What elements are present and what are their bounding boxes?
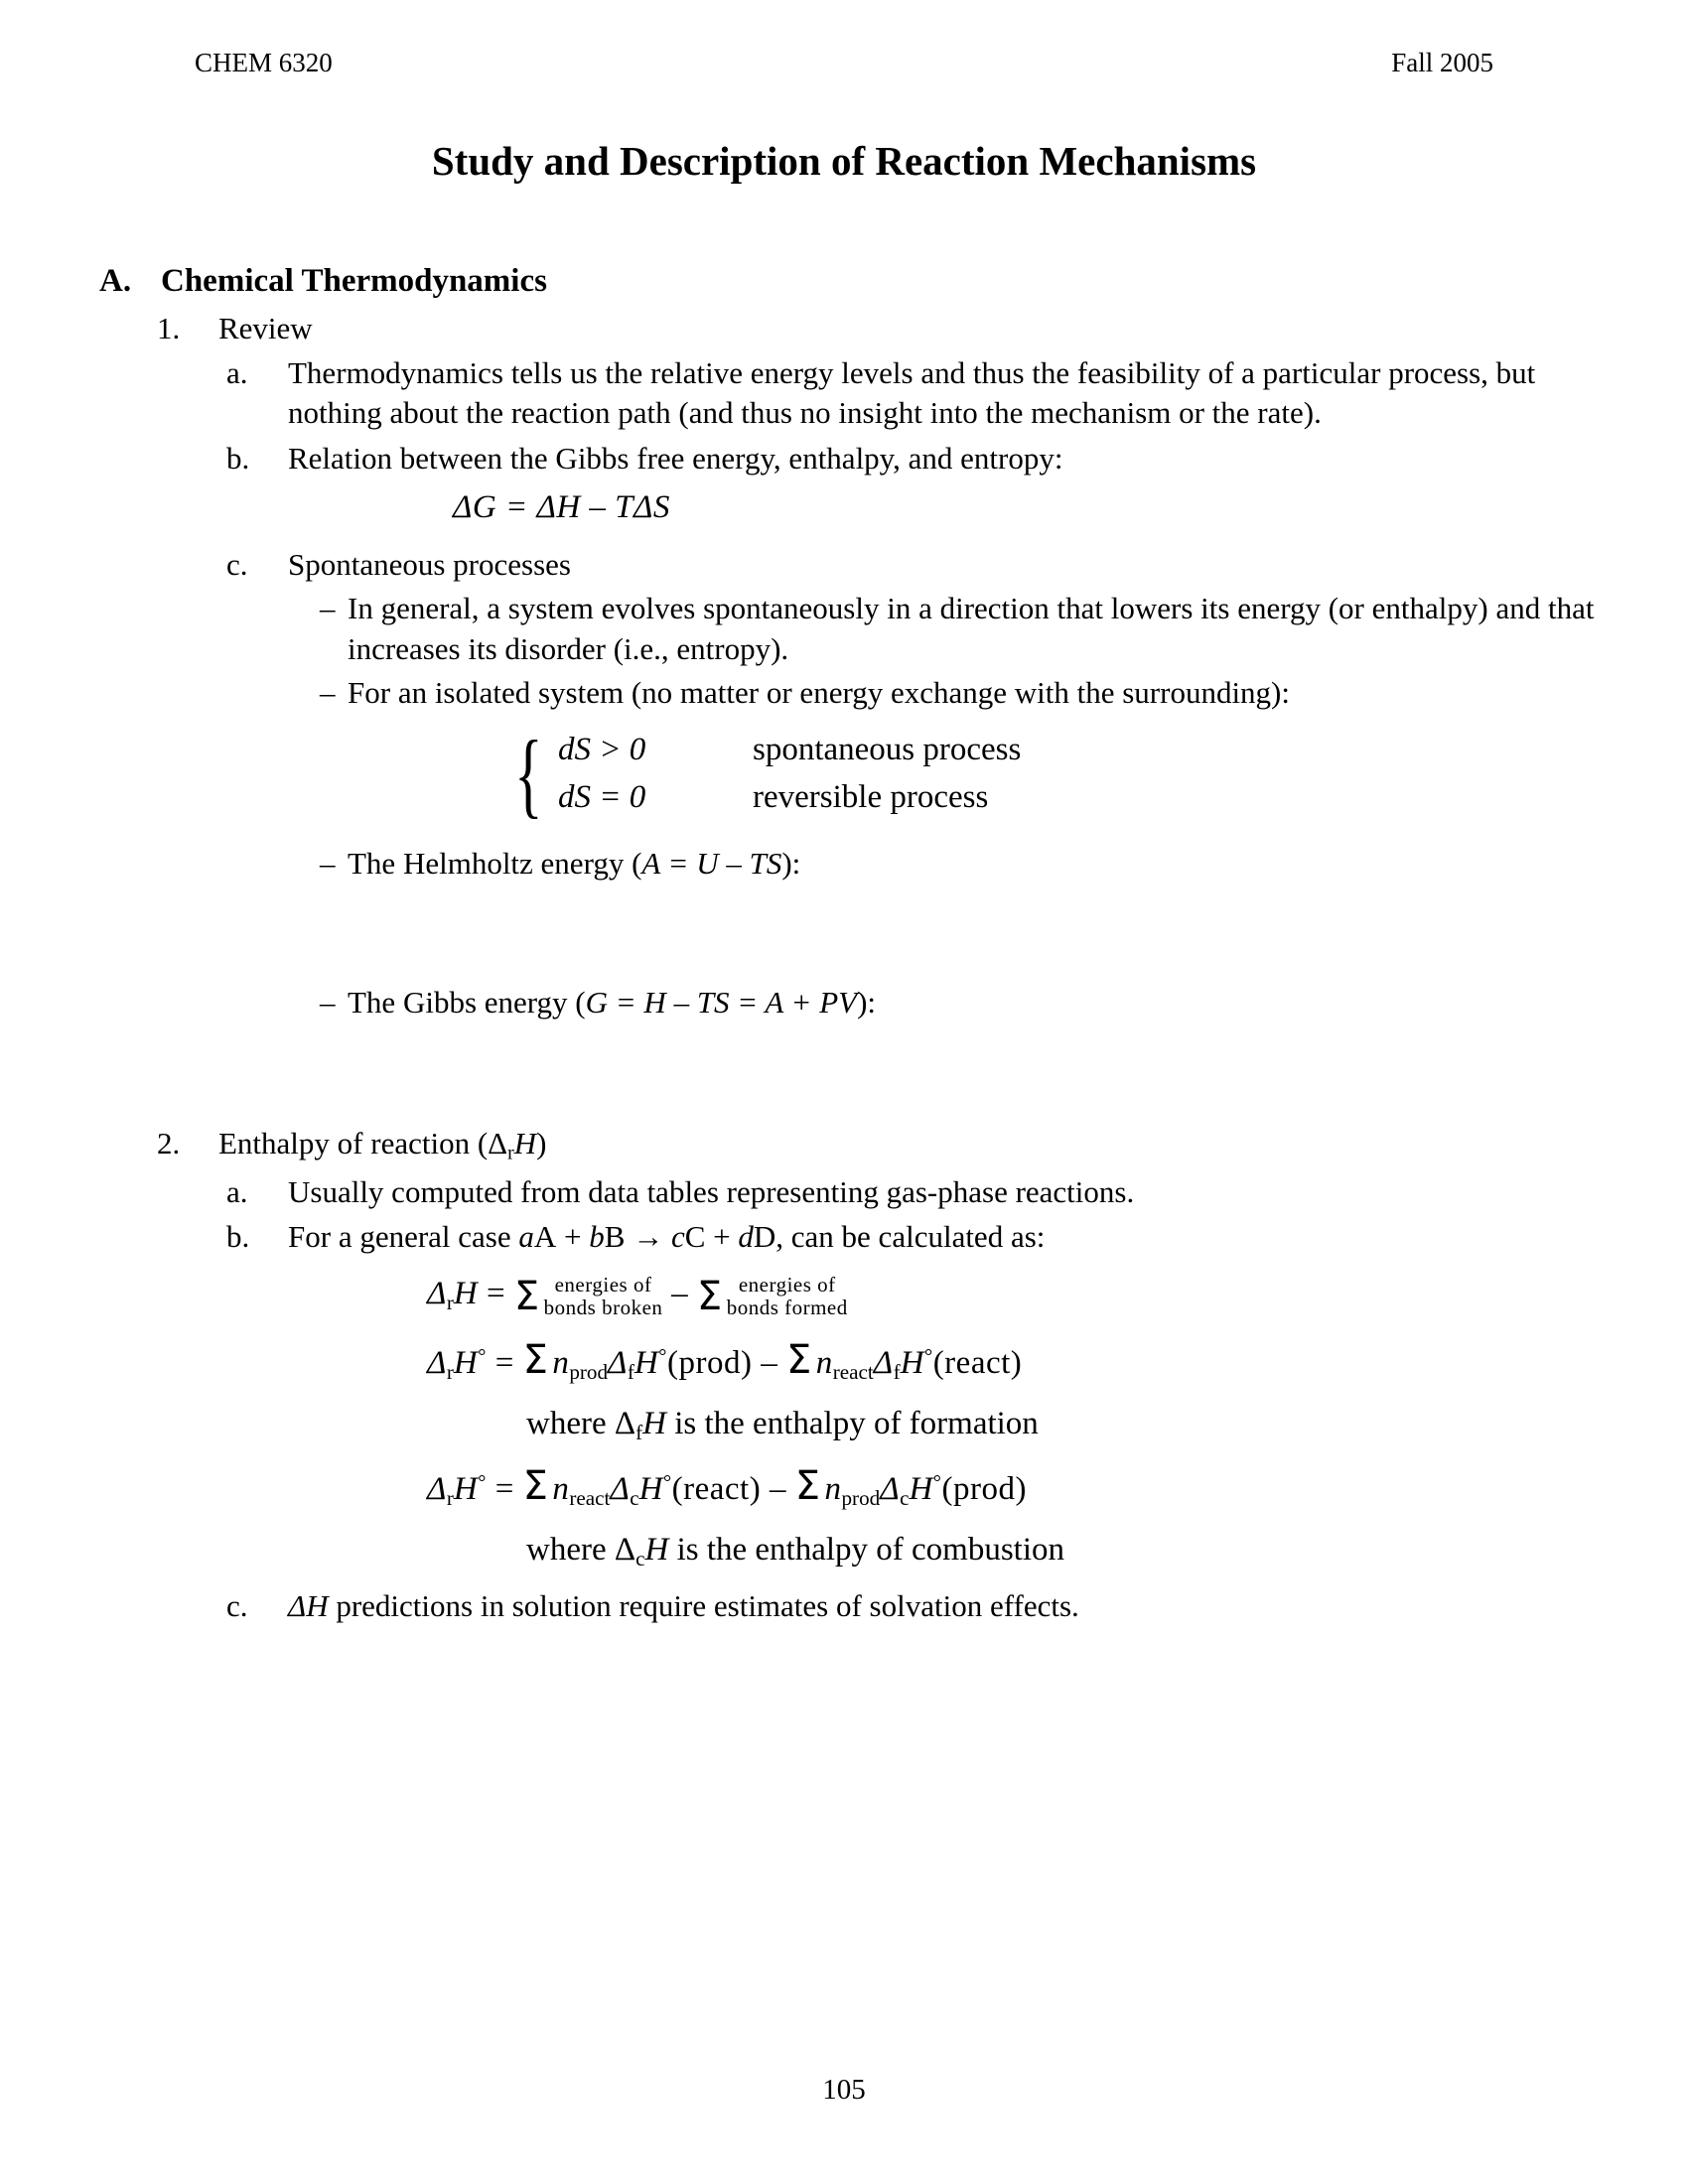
item-2b-prefix: For a general case: [288, 1219, 519, 1255]
where-formation-prefix: where: [526, 1405, 615, 1441]
section-a-heading: Chemical Thermodynamics: [161, 263, 547, 299]
item-1-marker: 1.: [157, 310, 181, 345]
page-header: [195, 50, 1493, 76]
gibbs-prefix: The Gibbs energy (: [348, 985, 586, 1021]
equation-enthalpy-formation: $\Delta_rH^\circ = \Sigma$ $n_{prod}\Delta_fH^\circ(prod)$ – Σ $n_{react}\Delta_fH^\circ(react)$: [427, 1337, 1023, 1385]
eq-delta-sub: r: [446, 1291, 454, 1315]
eq-delta: Δ: [427, 1276, 447, 1312]
sum-bonds-broken: [514, 1274, 663, 1318]
sum-bonds-formed-line1: energies of: [738, 1273, 836, 1297]
item-1: [157, 309, 1599, 348]
item-2a-marker: a.: [226, 1173, 248, 1209]
item-2-heading: [218, 1124, 1599, 1166]
item-1c: [226, 545, 1599, 585]
sigma-icon: Σ: [513, 1273, 540, 1319]
enthalpy-variable: H: [642, 1405, 666, 1441]
item-2c-body: predictions in solution require estimates of solvation effects.: [328, 1587, 1079, 1623]
item-2b-marker: b.: [226, 1219, 250, 1255]
delta-symbol: Δ: [614, 1405, 636, 1441]
item-1-heading: Review: [218, 310, 313, 345]
bullet-gibbs-text: [348, 983, 1599, 1023]
item-2b-text: [288, 1217, 1599, 1257]
item-2-marker: 2.: [157, 1126, 181, 1161]
equation-bond-energies: [427, 1273, 1599, 1318]
helmholtz-prefix: The Helmholtz energy (: [348, 845, 642, 881]
gibbs-expression: G = H – TS = A + PV: [585, 985, 858, 1021]
item-1a-marker: a.: [226, 355, 248, 391]
item-1a: [226, 353, 1599, 434]
document-body: [99, 260, 1599, 1626]
item-2-heading-suffix: ): [536, 1126, 547, 1161]
delta-subscript-f: f: [635, 1420, 643, 1444]
brace-row: [558, 774, 1021, 822]
dash-marker: –: [320, 674, 336, 710]
left-brace-symbol: {: [514, 720, 543, 827]
brace-condition: dS = 0: [558, 779, 646, 815]
item-1a-text: Thermodynamics tells us the relative energy levels and thus the feasibility of a particular process, but nothing about the reaction path (and thus no insight into the mechanism or the rate).: [288, 355, 1536, 431]
sum-bonds-formed: [697, 1274, 848, 1318]
item-2: [157, 1124, 1599, 1166]
brace-row: [558, 727, 1021, 774]
item-2c-text: [288, 1586, 1599, 1626]
item-2-heading-prefix: Enthalpy of reaction (: [218, 1126, 489, 1161]
page-title: Study and Description of Reaction Mechanisms: [431, 138, 1257, 184]
bullet-gibbs-energy: [320, 983, 1599, 1023]
bullet-general-evolution: [320, 589, 1599, 669]
where-combustion-suffix: is the enthalpy of combustion: [668, 1531, 1065, 1568]
dash-marker: –: [320, 591, 336, 626]
dash-marker: –: [320, 845, 336, 881]
item-2c-marker: c.: [226, 1587, 248, 1623]
delta-subscript-c: c: [635, 1546, 645, 1570]
course-code: CHEM 6320: [195, 48, 333, 77]
equation-gibbs-relation: ΔG = ΔH – TΔS: [453, 489, 670, 526]
eq-h-var: H: [453, 1276, 479, 1312]
item-2c: [226, 1586, 1599, 1626]
sum-bonds-broken-line1: energies of: [554, 1273, 652, 1297]
dash-marker: –: [320, 985, 336, 1021]
brace-description: reversible process: [753, 779, 989, 815]
item-2b: [226, 1217, 1599, 1257]
brace-equation-system: [514, 720, 1599, 827]
bullet-helmholtz-energy: [320, 844, 1599, 884]
sum-bonds-broken-line2: bonds broken: [543, 1295, 663, 1319]
delta-h-symbol: ΔH: [288, 1587, 329, 1623]
enthalpy-variable: H: [513, 1126, 537, 1161]
item-2a-text: Usually computed from data tables representing gas-phase reactions.: [288, 1173, 1135, 1209]
eq-equals: =: [487, 1276, 506, 1312]
where-formation-suffix: is the enthalpy of formation: [665, 1405, 1039, 1441]
bullet-helmholtz-text: [348, 844, 1599, 884]
delta-symbol: Δ: [488, 1126, 508, 1161]
helmholtz-suffix: ):: [781, 845, 801, 881]
helmholtz-expression: A = U – TS: [641, 845, 782, 881]
page-number: 105: [822, 2074, 866, 2106]
section-a-marker: A.: [99, 263, 132, 299]
equation-enthalpy-combustion: $\Delta_rH^\circ = \Sigma$ $n_{react}\Delta_cH^\circ(react)$ – Σ $n_{prod}\Delta_cH^\circ(prod)$: [427, 1463, 1027, 1511]
bullet-general-evolution-text: In general, a system evolves spontaneously in a direction that lowers its energy (or enthalpy) and that increases its disorder (i.e., entropy).: [348, 591, 1595, 666]
where-formation-note: [526, 1403, 1599, 1446]
item-1c-marker: c.: [226, 546, 248, 582]
term-label: Fall 2005: [1391, 48, 1493, 77]
item-2a: [226, 1172, 1599, 1212]
enthalpy-variable: H: [644, 1531, 669, 1568]
eq-minus: –: [671, 1276, 689, 1312]
where-combustion-note: [526, 1529, 1599, 1572]
delta-subscript: r: [507, 1142, 514, 1164]
bullet-isolated-system: [320, 673, 1599, 713]
general-reaction-equation: aA + bB → cC + dD: [518, 1219, 776, 1255]
brace-condition: dS > 0: [558, 732, 646, 768]
item-1b-text: Relation between the Gibbs free energy, enthalpy, and entropy:: [288, 440, 1063, 476]
item-2b-suffix: , can be calculated as:: [775, 1219, 1046, 1255]
item-1b: [226, 439, 1599, 478]
brace-description: spontaneous process: [753, 732, 1022, 768]
sigma-icon: Σ: [696, 1273, 723, 1319]
delta-symbol: Δ: [614, 1531, 636, 1568]
section-a: [99, 260, 1599, 303]
item-1b-marker: b.: [226, 440, 250, 476]
sum-bonds-formed-line2: bonds formed: [726, 1295, 848, 1319]
bullet-isolated-system-text: For an isolated system (no matter or energy exchange with the surrounding):: [348, 674, 1290, 710]
where-combustion-prefix: where: [526, 1531, 615, 1568]
item-1c-text: Spontaneous processes: [288, 546, 571, 582]
gibbs-suffix: ):: [857, 985, 877, 1021]
